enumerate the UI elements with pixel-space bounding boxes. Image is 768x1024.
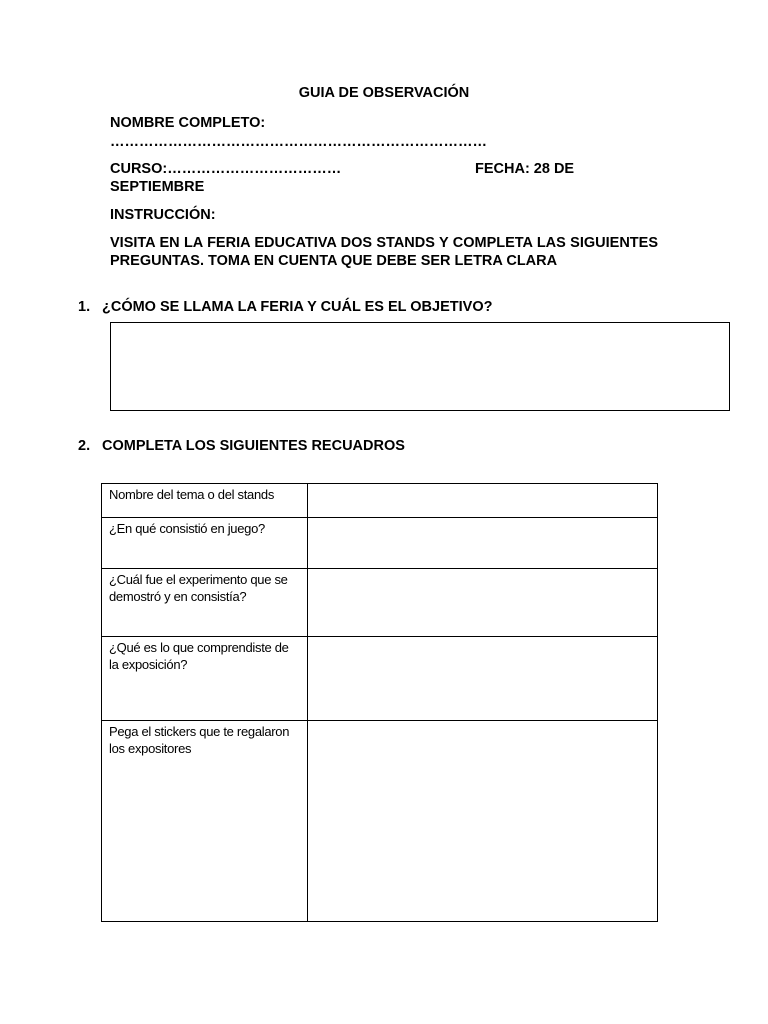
table-row: [102, 637, 658, 721]
row-label: ¿En qué consistió en juego?: [102, 518, 308, 569]
question-2-number: 2.: [78, 438, 91, 454]
row-answer-cell[interactable]: [308, 518, 658, 569]
date-field-line1: FECHA: 28 DE: [475, 161, 575, 177]
document-title: GUIA DE OBSERVACIÓN: [298, 85, 470, 101]
course-field: CURSO:………………………………: [110, 161, 342, 177]
name-label: NOMBRE COMPLETO:: [110, 115, 266, 131]
table-row: [102, 569, 658, 637]
instruction-text: VISITA EN LA FERIA EDUCATIVA DOS STANDS Y COMPLETA LAS SIGUIENTES PREGUNTAS. TOMA EN CUENTA QUE DEBE SER LETRA CLARA: [110, 235, 658, 269]
row-label: ¿Qué es lo que comprendiste de la exposición?: [102, 637, 308, 721]
table-row: [102, 518, 658, 569]
instruction-label: INSTRUCCIÓN:: [110, 207, 216, 223]
row-label: ¿Cuál fue el experimento que se demostró y en consistía?: [102, 569, 308, 637]
question-2-text: COMPLETA LOS SIGUIENTES RECUADROS: [102, 438, 405, 454]
table-row: [102, 484, 658, 518]
observation-table: [101, 483, 658, 922]
question-1-number: 1.: [78, 299, 91, 315]
sticker-area[interactable]: [308, 721, 658, 922]
date-field-line2: SEPTIEMBRE: [110, 179, 205, 195]
row-answer-cell[interactable]: [308, 569, 658, 637]
question-1-text: ¿CÓMO SE LLAMA LA FERIA Y CUÁL ES EL OBJETIVO?: [102, 299, 493, 315]
row-answer-cell[interactable]: [308, 637, 658, 721]
row-label: Pega el stickers que te regalaron los expositores: [102, 721, 308, 922]
row-label: Nombre del tema o del stands: [102, 484, 308, 518]
table-row: [102, 721, 658, 922]
name-blank-line: ……………………………………………………………………: [110, 134, 487, 150]
question-1-answer-box[interactable]: [110, 322, 730, 411]
row-answer-cell[interactable]: [308, 484, 658, 518]
